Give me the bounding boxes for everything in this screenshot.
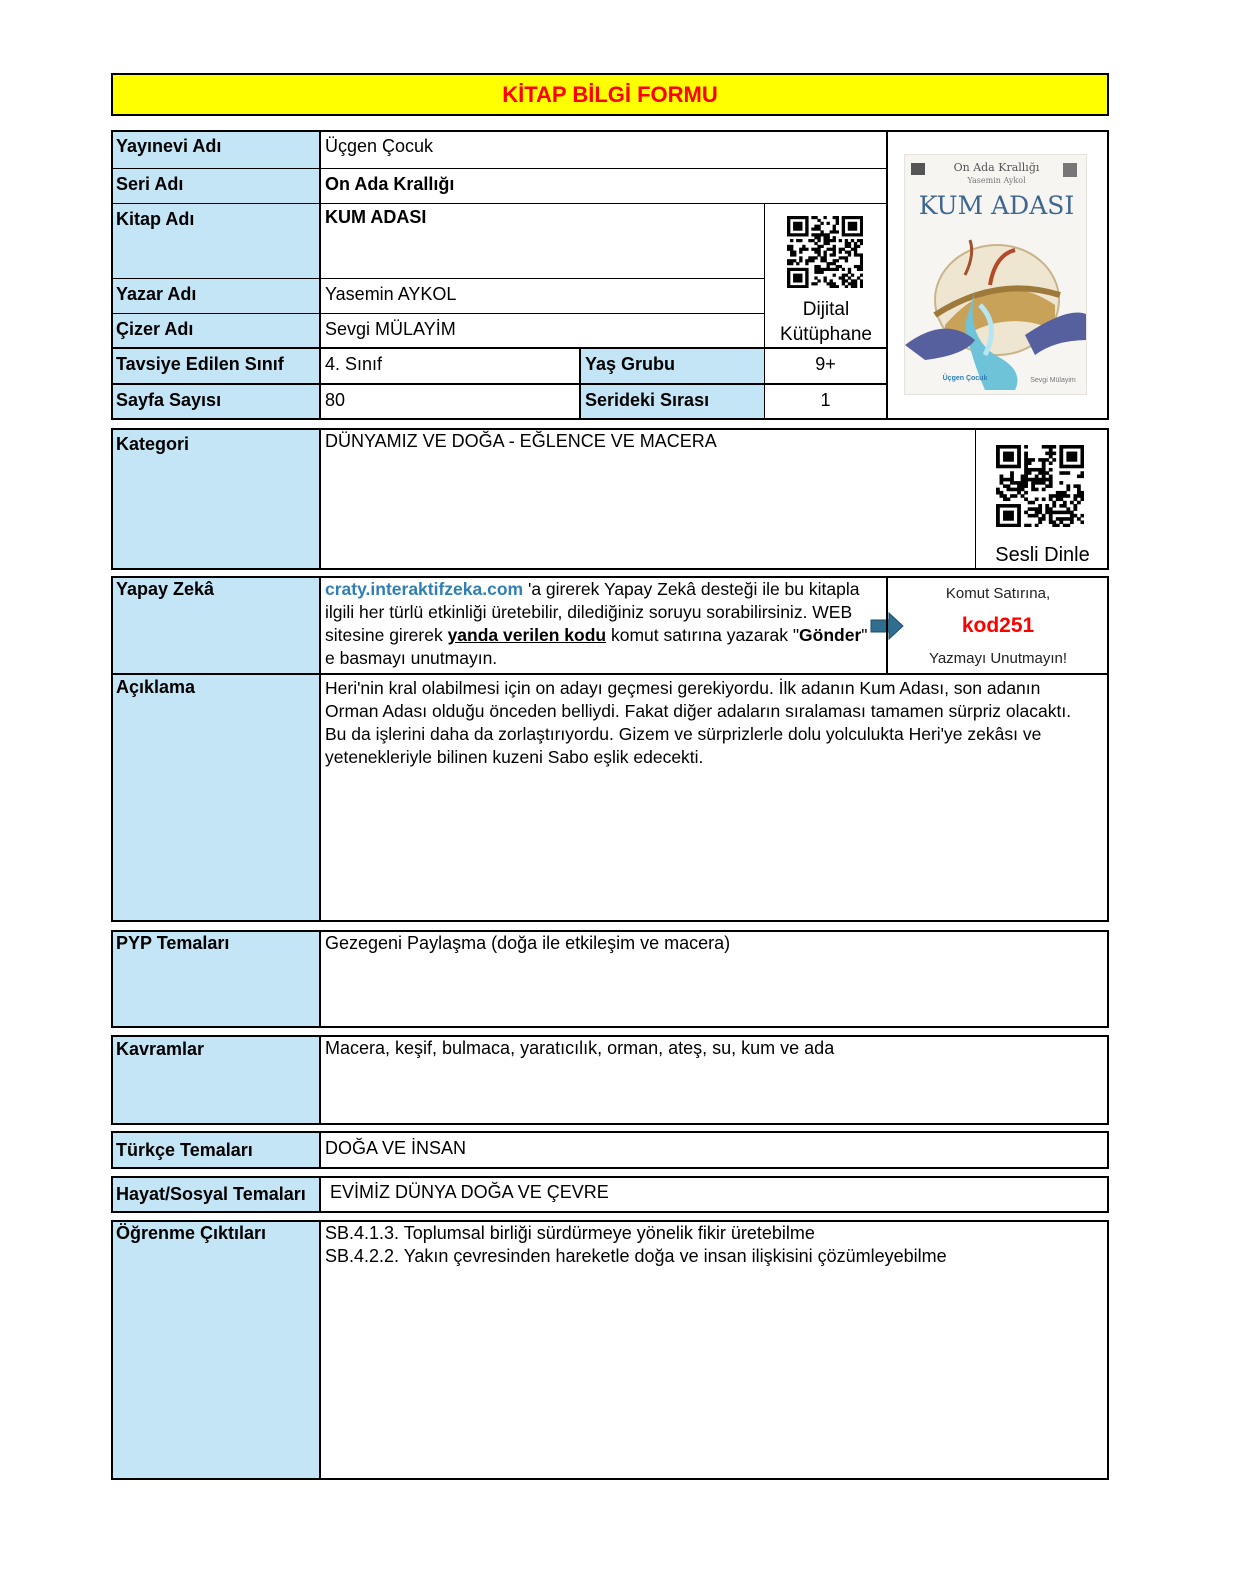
cover-publisher: Üçgen Çocuk xyxy=(942,375,988,382)
page-title: KİTAP BİLGİ FORMU xyxy=(502,82,718,107)
illustrator-value: Sevgi MÜLAYİM xyxy=(325,319,456,339)
command-reminder-text: Yazmayı Unutmayın! xyxy=(928,650,1068,667)
turkish-themes-value: DOĞA VE İNSAN xyxy=(325,1138,467,1158)
series-value: On Ada Krallığı xyxy=(325,174,455,194)
cover-author: Yasemin Aykol xyxy=(967,176,1026,185)
ai-link[interactable]: craty.interaktifzeka.com xyxy=(325,579,524,599)
category-section xyxy=(111,428,1109,570)
book-label: Kitap Adı xyxy=(111,203,320,278)
cover-title: KUM ADASI xyxy=(918,191,1075,220)
cover-series: On Ada Krallığı xyxy=(953,161,1040,174)
author-label: Yazar Adı xyxy=(111,278,320,313)
outcome-item: SB.4.1.3. Toplumsal birliği sürdürmeye yönelik fikir üretebilme xyxy=(325,1223,815,1243)
outcomes-section xyxy=(111,1220,1109,1480)
ai-label: Yapay Zekâ xyxy=(111,576,320,674)
turkish-themes-label: Türkçe Temaları xyxy=(111,1131,320,1169)
ai-text-1: 'a girerek Yapay Zekâ desteği ile bu kitapla ilgili her türlü etkinliği üretebilir, dilediğiniz soruyu sorabilirsiniz. WEB sitesine girerek xyxy=(325,579,860,645)
pages-value: 80 xyxy=(325,390,346,410)
publisher-value: Üçgen Çocuk xyxy=(325,136,434,156)
command-line-text: Komut Satırına, xyxy=(945,585,1051,602)
book-value: KUM ADASI xyxy=(325,207,427,227)
pyp-section xyxy=(111,930,1109,1028)
author-value: Yasemin AYKOL xyxy=(325,284,457,304)
category-label: Kategori xyxy=(111,428,320,570)
pages-label: Sayfa Sayısı xyxy=(111,384,320,420)
concepts-label: Kavramlar xyxy=(111,1035,320,1125)
digital-library-label: Dijital Kütüphane xyxy=(780,299,872,345)
social-themes-value: EVİMİZ DÜNYA DOĞA VE ÇEVRE xyxy=(330,1182,609,1202)
audio-label[interactable]: Sesli Dinle xyxy=(995,544,1090,566)
description-value: Heri'nin kral olabilmesi için on adayı geçmesi gerekiyordu. İlk adanın Kum Adası, son adanın Orman Adası olduğu önceden belliydi. Fakat diğer adaların sıralaması tamamen sürpriz olacaktı. Bu da işlerini daha da zorlaştırıyordu. Gizem ve sürprizlerle dolu yolculukta Heri'ye zekâsı ve yetenekleriyle bilinen kuzeni Sabo eşlik edecekti. xyxy=(325,678,1072,767)
age-label: Yaş Grubu xyxy=(580,348,764,384)
age-value: 9+ xyxy=(815,354,836,374)
order-value: 1 xyxy=(820,390,831,410)
ai-text-emphasis: yanda verilen kodu xyxy=(447,625,607,645)
social-themes-section xyxy=(111,1176,1109,1213)
ai-description-section xyxy=(111,576,1109,922)
outcomes-label: Öğrenme Çıktıları xyxy=(111,1220,320,1480)
ai-text-3: " e basmayı unutmayın. xyxy=(325,625,868,668)
info-section xyxy=(111,130,1109,420)
publisher-label: Yayınevi Adı xyxy=(111,130,320,168)
illustrator-label: Çizer Adı xyxy=(111,313,320,348)
ai-send-word: Gönder xyxy=(799,625,862,645)
concepts-value: Macera, keşif, bulmaca, yaratıcılık, orman, ateş, su, kum ve ada xyxy=(325,1038,835,1058)
description-label: Açıklama xyxy=(111,674,320,922)
ai-code[interactable]: kod251 xyxy=(961,614,1035,637)
cover-illustrator: Sevgi Mülayim xyxy=(1030,377,1076,384)
ai-text-2: komut satırına yazarak " xyxy=(606,625,800,645)
category-value: DÜNYAMIZ VE DOĞA - EĞLENCE VE MACERA xyxy=(325,431,717,451)
concepts-section xyxy=(111,1035,1109,1125)
series-label: Seri Adı xyxy=(111,168,320,203)
pyp-label: PYP Temaları xyxy=(111,930,320,1028)
pyp-value: Gezegeni Paylaşma (doğa ile etkileşim ve macera) xyxy=(325,933,731,953)
turkish-themes-section xyxy=(111,1131,1109,1169)
grade-value: 4. Sınıf xyxy=(325,354,383,374)
order-label: Serideki Sırası xyxy=(580,384,764,420)
social-themes-label: Hayat/Sosyal Temaları xyxy=(111,1176,320,1213)
grade-label: Tavsiye Edilen Sınıf xyxy=(111,348,320,384)
outcome-item: SB.4.2.2. Yakın çevresinden hareketle doğa ve insan ilişkisini çözümleyebilme xyxy=(325,1246,947,1266)
